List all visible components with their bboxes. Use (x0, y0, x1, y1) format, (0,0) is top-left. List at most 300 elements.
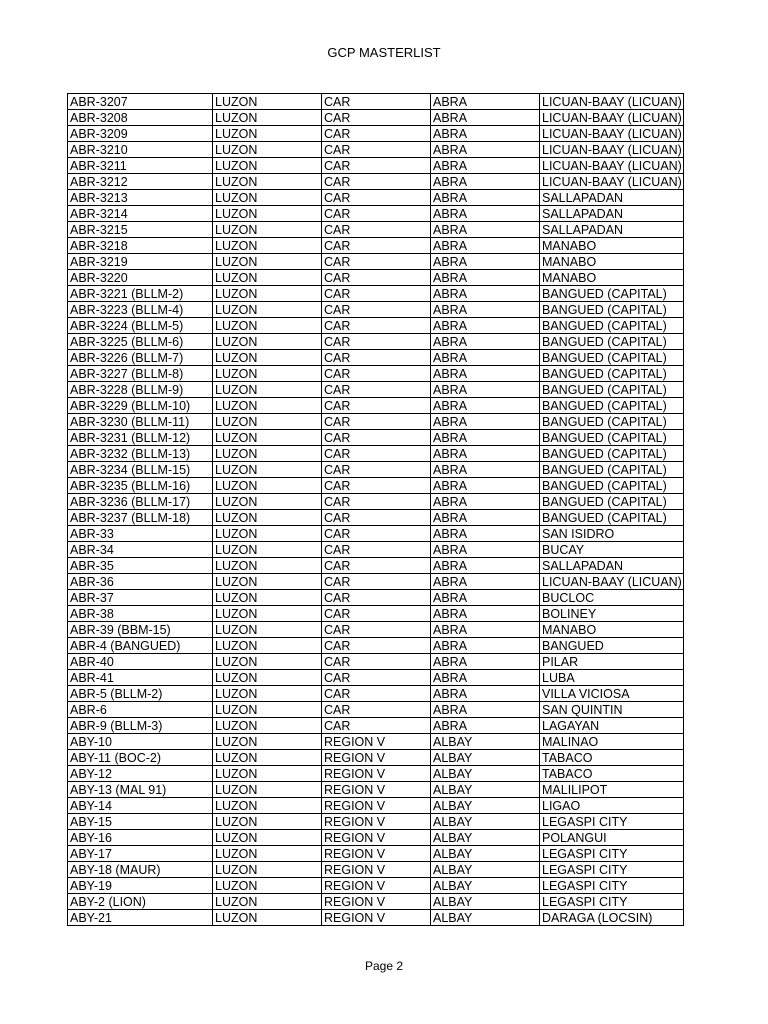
station-id-cell: ABY-13 (MAL 91) (68, 782, 213, 798)
municipality-cell: BANGUED (CAPITAL) (540, 414, 684, 430)
municipality-cell: BANGUED (CAPITAL) (540, 446, 684, 462)
region-cell: CAR (322, 590, 431, 606)
table-row (68, 94, 684, 110)
island-cell: LUZON (213, 270, 322, 286)
island-cell: LUZON (213, 862, 322, 878)
province-cell: ABRA (431, 94, 540, 110)
municipality-cell: LEGASPI CITY (540, 862, 684, 878)
province-cell: ABRA (431, 542, 540, 558)
island-cell: LUZON (213, 718, 322, 734)
table-row (68, 478, 684, 494)
island-cell: LUZON (213, 206, 322, 222)
province-cell: ALBAY (431, 798, 540, 814)
table-row (68, 590, 684, 606)
province-cell: ABRA (431, 126, 540, 142)
station-id-cell: ABR-3212 (68, 174, 213, 190)
municipality-cell: TABACO (540, 766, 684, 782)
region-cell: REGION V (322, 814, 431, 830)
table-row (68, 222, 684, 238)
region-cell: CAR (322, 686, 431, 702)
station-id-cell: ABY-16 (68, 830, 213, 846)
station-id-cell: ABR-3211 (68, 158, 213, 174)
island-cell: LUZON (213, 286, 322, 302)
station-id-cell: ABR-3209 (68, 126, 213, 142)
province-cell: ALBAY (431, 830, 540, 846)
municipality-cell: VILLA VICIOSA (540, 686, 684, 702)
province-cell: ABRA (431, 334, 540, 350)
island-cell: LUZON (213, 382, 322, 398)
municipality-cell: MANABO (540, 622, 684, 638)
station-id-cell: ABR-36 (68, 574, 213, 590)
province-cell: ABRA (431, 702, 540, 718)
table-row (68, 318, 684, 334)
municipality-cell: SALLAPADAN (540, 558, 684, 574)
island-cell: LUZON (213, 318, 322, 334)
station-id-cell: ABR-3221 (BLLM-2) (68, 286, 213, 302)
municipality-cell: DARAGA (LOCSIN) (540, 910, 684, 926)
region-cell: REGION V (322, 766, 431, 782)
province-cell: ABRA (431, 190, 540, 206)
island-cell: LUZON (213, 366, 322, 382)
table-row (68, 366, 684, 382)
station-id-cell: ABR-39 (BBM-15) (68, 622, 213, 638)
table-row (68, 302, 684, 318)
province-cell: ABRA (431, 270, 540, 286)
region-cell: CAR (322, 222, 431, 238)
province-cell: ABRA (431, 382, 540, 398)
province-cell: ABRA (431, 718, 540, 734)
table-row (68, 190, 684, 206)
table-row (68, 670, 684, 686)
region-cell: REGION V (322, 782, 431, 798)
municipality-cell: BANGUED (CAPITAL) (540, 430, 684, 446)
region-cell: CAR (322, 478, 431, 494)
station-id-cell: ABR-34 (68, 542, 213, 558)
table-row (68, 510, 684, 526)
region-cell: REGION V (322, 798, 431, 814)
municipality-cell: BANGUED (CAPITAL) (540, 510, 684, 526)
region-cell: CAR (322, 142, 431, 158)
region-cell: CAR (322, 366, 431, 382)
island-cell: LUZON (213, 174, 322, 190)
region-cell: REGION V (322, 878, 431, 894)
municipality-cell: LICUAN-BAAY (LICUAN) (540, 574, 684, 590)
region-cell: CAR (322, 254, 431, 270)
station-id-cell: ABR-3232 (BLLM-13) (68, 446, 213, 462)
island-cell: LUZON (213, 606, 322, 622)
table-row (68, 206, 684, 222)
region-cell: CAR (322, 206, 431, 222)
region-cell: REGION V (322, 862, 431, 878)
station-id-cell: ABR-37 (68, 590, 213, 606)
table-row (68, 766, 684, 782)
island-cell: LUZON (213, 510, 322, 526)
province-cell: ABRA (431, 142, 540, 158)
province-cell: ABRA (431, 606, 540, 622)
station-id-cell: ABR-3227 (BLLM-8) (68, 366, 213, 382)
station-id-cell: ABR-3215 (68, 222, 213, 238)
island-cell: LUZON (213, 254, 322, 270)
region-cell: CAR (322, 414, 431, 430)
province-cell: ALBAY (431, 862, 540, 878)
municipality-cell: LEGASPI CITY (540, 894, 684, 910)
municipality-cell: LICUAN-BAAY (LICUAN) (540, 94, 684, 110)
region-cell: CAR (322, 494, 431, 510)
province-cell: ABRA (431, 238, 540, 254)
island-cell: LUZON (213, 558, 322, 574)
station-id-cell: ABR-3214 (68, 206, 213, 222)
island-cell: LUZON (213, 142, 322, 158)
station-id-cell: ABR-3208 (68, 110, 213, 126)
island-cell: LUZON (213, 894, 322, 910)
table-row (68, 910, 684, 926)
province-cell: ABRA (431, 158, 540, 174)
municipality-cell: SALLAPADAN (540, 206, 684, 222)
region-cell: CAR (322, 398, 431, 414)
island-cell: LUZON (213, 766, 322, 782)
municipality-cell: BANGUED (CAPITAL) (540, 462, 684, 478)
table-row (68, 734, 684, 750)
table-row (68, 286, 684, 302)
table-row (68, 558, 684, 574)
table-row (68, 542, 684, 558)
municipality-cell: LICUAN-BAAY (LICUAN) (540, 110, 684, 126)
region-cell: CAR (322, 302, 431, 318)
province-cell: ABRA (431, 174, 540, 190)
island-cell: LUZON (213, 302, 322, 318)
island-cell: LUZON (213, 798, 322, 814)
island-cell: LUZON (213, 622, 322, 638)
province-cell: ABRA (431, 686, 540, 702)
region-cell: REGION V (322, 910, 431, 926)
station-id-cell: ABY-15 (68, 814, 213, 830)
municipality-cell: BANGUED (CAPITAL) (540, 286, 684, 302)
province-cell: ALBAY (431, 878, 540, 894)
table-row (68, 238, 684, 254)
province-cell: ALBAY (431, 750, 540, 766)
municipality-cell: MANABO (540, 238, 684, 254)
station-id-cell: ABY-17 (68, 846, 213, 862)
table-row (68, 702, 684, 718)
island-cell: LUZON (213, 734, 322, 750)
region-cell: CAR (322, 110, 431, 126)
table-row (68, 126, 684, 142)
municipality-cell: BANGUED (CAPITAL) (540, 334, 684, 350)
region-cell: CAR (322, 270, 431, 286)
province-cell: ABRA (431, 286, 540, 302)
table-row (68, 142, 684, 158)
region-cell: REGION V (322, 846, 431, 862)
municipality-cell: BANGUED (CAPITAL) (540, 478, 684, 494)
table-row (68, 158, 684, 174)
municipality-cell: SAN QUINTIN (540, 702, 684, 718)
province-cell: ABRA (431, 398, 540, 414)
municipality-cell: BANGUED (CAPITAL) (540, 398, 684, 414)
province-cell: ABRA (431, 670, 540, 686)
island-cell: LUZON (213, 526, 322, 542)
table-row (68, 718, 684, 734)
municipality-cell: BANGUED (540, 638, 684, 654)
municipality-cell: LICUAN-BAAY (LICUAN) (540, 126, 684, 142)
region-cell: CAR (322, 430, 431, 446)
island-cell: LUZON (213, 334, 322, 350)
province-cell: ABRA (431, 302, 540, 318)
table-row (68, 622, 684, 638)
table-row (68, 894, 684, 910)
island-cell: LUZON (213, 462, 322, 478)
municipality-cell: BANGUED (CAPITAL) (540, 350, 684, 366)
province-cell: ABRA (431, 478, 540, 494)
station-id-cell: ABR-5 (BLLM-2) (68, 686, 213, 702)
municipality-cell: BOLINEY (540, 606, 684, 622)
province-cell: ABRA (431, 526, 540, 542)
station-id-cell: ABR-3229 (BLLM-10) (68, 398, 213, 414)
station-id-cell: ABR-3231 (BLLM-12) (68, 430, 213, 446)
island-cell: LUZON (213, 350, 322, 366)
station-id-cell: ABR-3220 (68, 270, 213, 286)
table-row (68, 254, 684, 270)
island-cell: LUZON (213, 222, 322, 238)
region-cell: CAR (322, 510, 431, 526)
station-id-cell: ABY-10 (68, 734, 213, 750)
municipality-cell: LICUAN-BAAY (LICUAN) (540, 158, 684, 174)
table-row (68, 270, 684, 286)
province-cell: ABRA (431, 254, 540, 270)
table-row (68, 606, 684, 622)
region-cell: REGION V (322, 830, 431, 846)
region-cell: CAR (322, 606, 431, 622)
island-cell: LUZON (213, 814, 322, 830)
table-row (68, 382, 684, 398)
municipality-cell: BANGUED (CAPITAL) (540, 318, 684, 334)
table-row (68, 654, 684, 670)
municipality-cell: BANGUED (CAPITAL) (540, 302, 684, 318)
table-row (68, 638, 684, 654)
island-cell: LUZON (213, 158, 322, 174)
station-id-cell: ABR-3213 (68, 190, 213, 206)
station-id-cell: ABY-18 (MAUR) (68, 862, 213, 878)
station-id-cell: ABR-4 (BANGUED) (68, 638, 213, 654)
station-id-cell: ABY-19 (68, 878, 213, 894)
province-cell: ABRA (431, 638, 540, 654)
island-cell: LUZON (213, 430, 322, 446)
station-id-cell: ABR-3228 (BLLM-9) (68, 382, 213, 398)
table-row (68, 446, 684, 462)
table-row (68, 430, 684, 446)
table-row (68, 862, 684, 878)
region-cell: CAR (322, 702, 431, 718)
region-cell: CAR (322, 350, 431, 366)
page-title: GCP MASTERLIST (327, 45, 441, 60)
table-row (68, 414, 684, 430)
municipality-cell: LAGAYAN (540, 718, 684, 734)
masterlist-table (67, 93, 684, 926)
municipality-cell: LEGASPI CITY (540, 846, 684, 862)
municipality-cell: PILAR (540, 654, 684, 670)
province-cell: ALBAY (431, 734, 540, 750)
station-id-cell: ABR-3219 (68, 254, 213, 270)
province-cell: ABRA (431, 110, 540, 126)
table-row (68, 782, 684, 798)
island-cell: LUZON (213, 126, 322, 142)
station-id-cell: ABR-3207 (68, 94, 213, 110)
table-row (68, 462, 684, 478)
station-id-cell: ABY-12 (68, 766, 213, 782)
island-cell: LUZON (213, 830, 322, 846)
station-id-cell: ABR-6 (68, 702, 213, 718)
region-cell: CAR (322, 654, 431, 670)
station-id-cell: ABY-14 (68, 798, 213, 814)
table-row (68, 398, 684, 414)
station-id-cell: ABR-3224 (BLLM-5) (68, 318, 213, 334)
region-cell: CAR (322, 462, 431, 478)
table-row (68, 574, 684, 590)
municipality-cell: LIGAO (540, 798, 684, 814)
municipality-cell: MANABO (540, 254, 684, 270)
region-cell: CAR (322, 574, 431, 590)
municipality-cell: POLANGUI (540, 830, 684, 846)
province-cell: ABRA (431, 366, 540, 382)
region-cell: CAR (322, 126, 431, 142)
municipality-cell: LUBA (540, 670, 684, 686)
table-row (68, 526, 684, 542)
table-row (68, 750, 684, 766)
island-cell: LUZON (213, 910, 322, 926)
region-cell: CAR (322, 334, 431, 350)
table-row (68, 846, 684, 862)
municipality-cell: LEGASPI CITY (540, 878, 684, 894)
station-id-cell: ABR-3226 (BLLM-7) (68, 350, 213, 366)
province-cell: ABRA (431, 622, 540, 638)
region-cell: CAR (322, 638, 431, 654)
province-cell: ABRA (431, 446, 540, 462)
island-cell: LUZON (213, 686, 322, 702)
table-row (68, 334, 684, 350)
island-cell: LUZON (213, 446, 322, 462)
station-id-cell: ABY-11 (BOC-2) (68, 750, 213, 766)
region-cell: CAR (322, 446, 431, 462)
region-cell: CAR (322, 94, 431, 110)
province-cell: ALBAY (431, 766, 540, 782)
municipality-cell: TABACO (540, 750, 684, 766)
station-id-cell: ABR-3218 (68, 238, 213, 254)
province-cell: ABRA (431, 350, 540, 366)
region-cell: CAR (322, 318, 431, 334)
municipality-cell: LICUAN-BAAY (LICUAN) (540, 174, 684, 190)
island-cell: LUZON (213, 878, 322, 894)
municipality-cell: SALLAPADAN (540, 222, 684, 238)
island-cell: LUZON (213, 590, 322, 606)
island-cell: LUZON (213, 574, 322, 590)
municipality-cell: SAN ISIDRO (540, 526, 684, 542)
municipality-cell: BANGUED (CAPITAL) (540, 366, 684, 382)
municipality-cell: BUCLOC (540, 590, 684, 606)
province-cell: ABRA (431, 318, 540, 334)
region-cell: REGION V (322, 894, 431, 910)
province-cell: ALBAY (431, 910, 540, 926)
province-cell: ALBAY (431, 846, 540, 862)
region-cell: CAR (322, 238, 431, 254)
island-cell: LUZON (213, 190, 322, 206)
table-row (68, 814, 684, 830)
island-cell: LUZON (213, 670, 322, 686)
region-cell: CAR (322, 526, 431, 542)
region-cell: CAR (322, 542, 431, 558)
province-cell: ABRA (431, 494, 540, 510)
station-id-cell: ABR-3235 (BLLM-16) (68, 478, 213, 494)
region-cell: CAR (322, 670, 431, 686)
masterlist-table-body (68, 94, 684, 926)
region-cell: CAR (322, 622, 431, 638)
province-cell: ABRA (431, 462, 540, 478)
table-row (68, 798, 684, 814)
station-id-cell: ABR-3237 (BLLM-18) (68, 510, 213, 526)
province-cell: ABRA (431, 574, 540, 590)
island-cell: LUZON (213, 750, 322, 766)
table-row (68, 350, 684, 366)
municipality-cell: MANABO (540, 270, 684, 286)
municipality-cell: MALILIPOT (540, 782, 684, 798)
station-id-cell: ABR-9 (BLLM-3) (68, 718, 213, 734)
island-cell: LUZON (213, 414, 322, 430)
province-cell: ALBAY (431, 814, 540, 830)
province-cell: ALBAY (431, 782, 540, 798)
island-cell: LUZON (213, 94, 322, 110)
table-row (68, 686, 684, 702)
island-cell: LUZON (213, 654, 322, 670)
island-cell: LUZON (213, 782, 322, 798)
station-id-cell: ABY-21 (68, 910, 213, 926)
region-cell: CAR (322, 718, 431, 734)
municipality-cell: BANGUED (CAPITAL) (540, 494, 684, 510)
region-cell: CAR (322, 174, 431, 190)
table-row (68, 878, 684, 894)
island-cell: LUZON (213, 846, 322, 862)
island-cell: LUZON (213, 638, 322, 654)
station-id-cell: ABR-38 (68, 606, 213, 622)
station-id-cell: ABR-40 (68, 654, 213, 670)
province-cell: ABRA (431, 510, 540, 526)
province-cell: ABRA (431, 206, 540, 222)
region-cell: CAR (322, 558, 431, 574)
island-cell: LUZON (213, 702, 322, 718)
municipality-cell: MALINAO (540, 734, 684, 750)
table-row (68, 174, 684, 190)
table-row (68, 830, 684, 846)
station-id-cell: ABR-3223 (BLLM-4) (68, 302, 213, 318)
region-cell: REGION V (322, 734, 431, 750)
municipality-cell: LEGASPI CITY (540, 814, 684, 830)
station-id-cell: ABR-3210 (68, 142, 213, 158)
station-id-cell: ABR-33 (68, 526, 213, 542)
municipality-cell: SALLAPADAN (540, 190, 684, 206)
island-cell: LUZON (213, 110, 322, 126)
province-cell: ALBAY (431, 894, 540, 910)
province-cell: ABRA (431, 654, 540, 670)
table-row (68, 110, 684, 126)
table-row (68, 494, 684, 510)
station-id-cell: ABR-3225 (BLLM-6) (68, 334, 213, 350)
municipality-cell: LICUAN-BAAY (LICUAN) (540, 142, 684, 158)
region-cell: CAR (322, 286, 431, 302)
municipality-cell: BUCAY (540, 542, 684, 558)
region-cell: CAR (322, 190, 431, 206)
region-cell: CAR (322, 382, 431, 398)
station-id-cell: ABY-2 (LION) (68, 894, 213, 910)
page-number: Page 2 (364, 959, 404, 973)
region-cell: CAR (322, 158, 431, 174)
island-cell: LUZON (213, 238, 322, 254)
